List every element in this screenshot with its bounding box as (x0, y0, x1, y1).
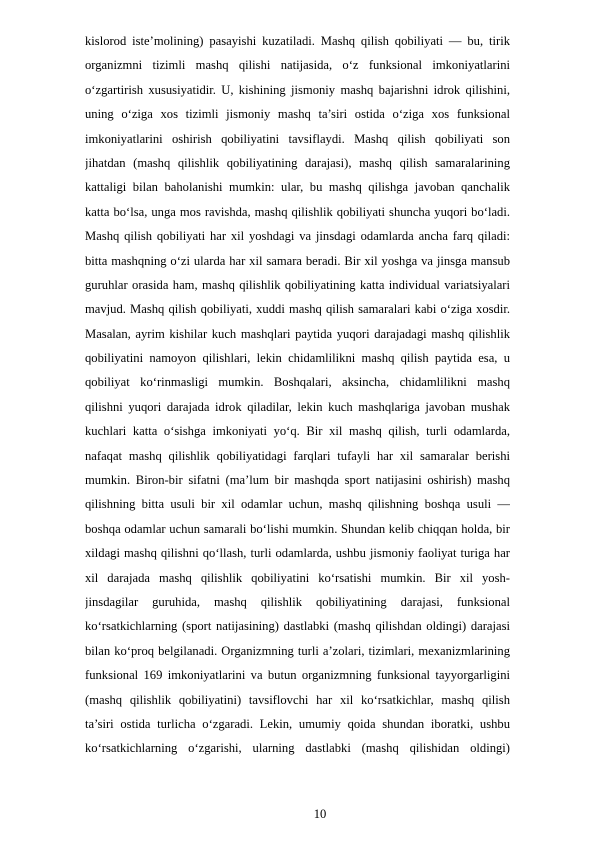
text-line: kislorod iste’molining) pasayishi kuzatiladi. Mashq qilish qobiliyati — bu, tirik (85, 34, 510, 48)
text-line: ko‘rsatkichlarning o‘zgarishi, ularning dastlabki (mashq qilishidan oldingi) (85, 741, 510, 756)
text-line: xil darajada mashq qilishlik qobiliyatini ko‘rsatishi mumkin. Bir xil yosh- (85, 570, 510, 585)
text-line: kattaligi bilan baholanishi mumkin: ular, bu mashq qilishga javoban qanchalik (85, 180, 510, 195)
text-line: jinsdagilar guruhida, mashq qilishlik qobiliyatining darajasi, funksional (85, 594, 510, 609)
text-line: (mashq qilishlik qobiliyatini) tavsiflovchi har xil ko‘rsatkichlar, mashq qilish (85, 692, 510, 707)
text-line: katta bo‘lsa, unga mos ravishda, mashq qilishlik qobiliyati shuncha yuqori bo‘ladi. (85, 204, 510, 219)
text-line: bilan ko‘proq belgilanadi. Organizmning turli a’zolari, tizimlari, mexanizmlarining (85, 643, 510, 658)
page-number: 10 (313, 807, 327, 821)
text-line: Mashq qilish qobiliyati har xil yoshdagi va jinsdagi odamlarda ancha farq qiladi: (85, 229, 510, 244)
text-line: o‘zgartirish xususiyatidir. U, kishining jismoniy mashq bajarishni idrok qilishini, (85, 82, 510, 97)
text-line: qilishning bitta usuli bir xil odamlar uchun, mashq qilishning boshqa usuli — (85, 497, 510, 512)
text-line: funksional 169 imkoniyatlarini va butun organizmning funksional tayyorgarligini (85, 668, 510, 683)
text-line: uning o‘ziga xos tizimli jismoniy mashq ta’siri ostida o‘ziga xos funksional (85, 107, 510, 122)
text-line: qilishni yuqori darajada idrok qiladilar, lekin kuch mashqlariga javoban mushak (85, 399, 510, 414)
text-line: mavjud. Mashq qilish qobiliyati, xuddi mashq qilish samaralari kabi o‘ziga xosdir. (85, 302, 510, 317)
text-line: xildagi mashq qilishni qo‘llash, turli odamlarda, ushbu jismoniy faoliyat turiga har (85, 546, 510, 561)
text-line: qobiliyat ko‘rinmasligi mumkin. Boshqalari, aksincha, chidamlilikni mashq (85, 375, 510, 390)
text-line: qobiliyatini namoyon qilishlari, lekin chidamlilikni mashq qilish paytida esa, u (85, 351, 510, 366)
text-line: imkoniyatlarini oshirish qobiliyatini tavsiflaydi. Mashq qilish qobiliyati son (85, 131, 510, 146)
text-line: guruhlar orasida ham, mashq qilishlik qobiliyatining katta individual variatsiyalari (85, 277, 510, 292)
body-text (85, 29, 510, 761)
text-line: organizmni tizimli mashq qilishi natijasida, o‘z funksional imkoniyatlarini (85, 58, 510, 73)
text-line: nafaqat mashq qilishlik qobiliyatidagi farqlari tufayli har xil samaralar berishi (85, 448, 510, 463)
text-line: kuchlari katta o‘sishga imkoniyati yo‘q. Bir xil mashq qilish, turli odamlarda, (85, 424, 510, 439)
text-line: mumkin. Biron-bir sifatni (ma’lum bir mashqda sport natijasini oshirish) mashq (85, 473, 510, 488)
text-line: boshqa odamlar uchun samarali bo‘lishi mumkin. Shundan kelib chiqqan holda, bir (85, 521, 510, 536)
text-line: bitta mashqning o‘zi ularda har xil samara beradi. Bir xil yoshga va jinsga mansub (85, 253, 510, 268)
text-line: ta’siri ostida turlicha o‘zgaradi. Lekin, umumiy qoida shundan iboratki, ushbu (85, 716, 510, 731)
text-line: jihatdan (mashq qilishlik qobiliyatining darajasi), mashq qilish samaralarining (85, 155, 510, 170)
text-line: Masalan, ayrim kishilar kuch mashqlari paytida yuqori darajadagi mashq qilishlik (85, 326, 510, 341)
text-line: ko‘rsatkichlarning (sport natijasining) dastlabki (mashq qilishdan oldingi) darajasi (85, 619, 510, 634)
